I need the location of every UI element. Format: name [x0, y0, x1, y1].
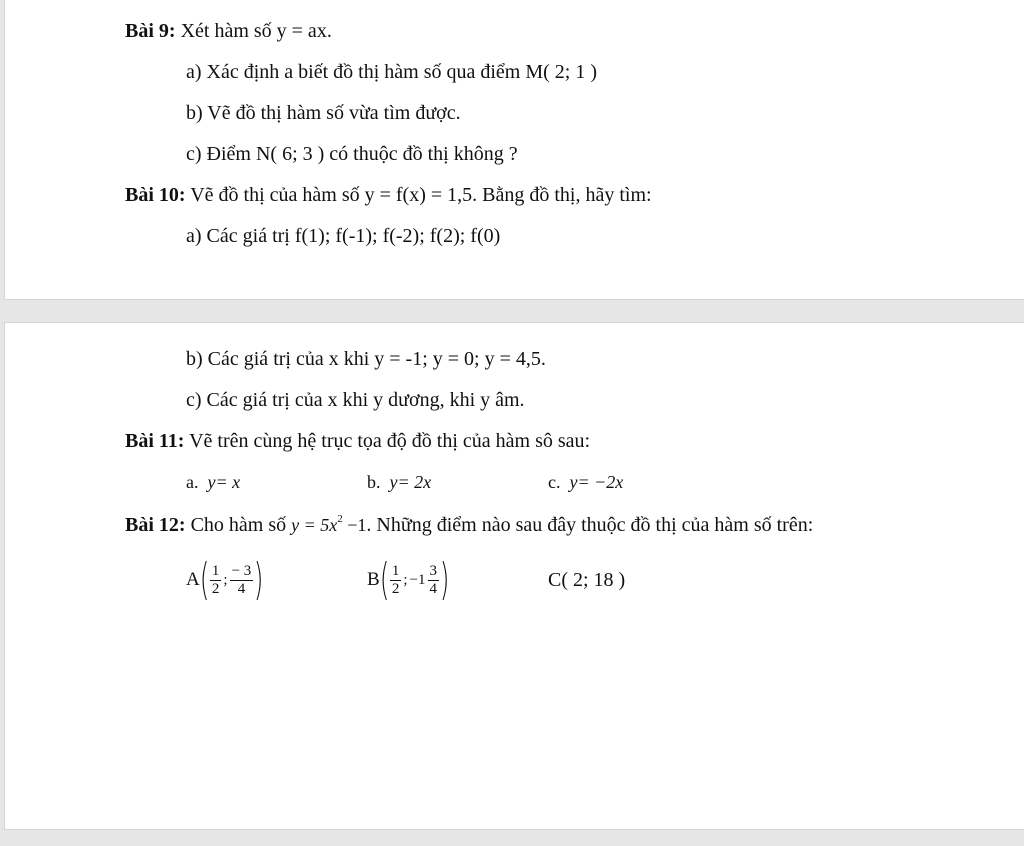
- bai9-heading: [125, 18, 332, 44]
- fraction: [390, 563, 402, 598]
- bai11-text: Vẽ trên cùng hệ trục tọa độ đồ thị của hàm sô sau:: [184, 430, 591, 452]
- bai12-function: [291, 515, 366, 535]
- point-b-name: B: [367, 569, 380, 590]
- numerator: − 3: [231, 562, 252, 579]
- numerator: 3: [429, 562, 437, 579]
- bai10-text: Vẽ đồ thị của hàm số y = f(x) = 1,5. Bằng đồ thị, hãy tìm:: [185, 184, 652, 206]
- item-lhs: y: [569, 472, 578, 492]
- bai11-heading: [125, 428, 590, 454]
- bai9-text: Xét hàm số y = ax.: [175, 20, 332, 42]
- bai9-label: Bài 9:: [125, 20, 176, 42]
- bai10-part-b: b) Các giá trị của x khi y = -1; y = 0; y = 4,5.: [186, 348, 546, 370]
- item-rhs: = −2x: [577, 472, 624, 492]
- bai10-heading: [125, 182, 652, 208]
- bai11-item-c: [548, 469, 623, 495]
- item-lhs: y: [207, 472, 216, 492]
- bai11-item-b: [367, 469, 431, 495]
- left-paren: (: [379, 554, 389, 605]
- bai11-label: Bài 11:: [125, 430, 185, 452]
- denominator: 4: [429, 580, 437, 597]
- numerator: 1: [391, 562, 400, 579]
- bai9-part-c: c) Điểm N( 6; 3 ) có thuộc đồ thị không ?: [186, 143, 518, 165]
- whole-part: −1: [409, 571, 426, 588]
- func-lhs: y: [291, 515, 300, 535]
- item-key: b.: [367, 472, 381, 492]
- fraction: [230, 563, 254, 598]
- right-paren: ): [439, 554, 450, 605]
- point-a-name: A: [186, 569, 200, 590]
- item-rhs: = x: [215, 472, 241, 492]
- item-key: c.: [548, 472, 561, 492]
- document-page-1: [4, 0, 1024, 300]
- point-b: [367, 555, 449, 605]
- func-tail: −1: [342, 515, 367, 535]
- bai12-text-after: . Những điểm nào sau đây thuộc đồ thị của hàm số trên:: [366, 514, 814, 536]
- numerator: 1: [211, 562, 220, 579]
- bai9-part-a: a) Xác định a biết đồ thị hàm số qua điểm M( 2; 1 ): [186, 61, 598, 83]
- denominator: 2: [211, 580, 220, 597]
- bai10-part-a: a) Các giá trị f(1); f(-1); f(-2); f(2); f(0): [186, 225, 501, 247]
- item-lhs: y: [389, 472, 398, 492]
- func-exp: 2: [337, 513, 343, 525]
- separator: ;: [403, 571, 408, 588]
- right-paren: ): [254, 554, 264, 605]
- bai11-item-a: [186, 469, 240, 495]
- bai12-text-before: Cho hàm số: [185, 514, 292, 536]
- bai9-part-b: b) Vẽ đồ thị hàm số vừa tìm được.: [186, 102, 461, 124]
- bai10-label: Bài 10:: [125, 184, 186, 206]
- fraction: [210, 563, 222, 598]
- point-c: C( 2; 18 ): [548, 569, 626, 591]
- denominator: 4: [237, 580, 246, 597]
- fraction: [428, 563, 440, 598]
- document-page-2: [4, 322, 1024, 830]
- bai12-heading: [125, 512, 813, 538]
- bai12-label: Bài 12:: [125, 514, 186, 536]
- item-rhs: = 2x: [397, 472, 432, 492]
- func-mid: = 5x: [299, 515, 338, 535]
- point-a: [186, 555, 263, 605]
- denominator: 2: [391, 580, 400, 597]
- item-key: a.: [186, 472, 199, 492]
- separator: ;: [223, 571, 228, 588]
- left-paren: (: [199, 554, 210, 605]
- bai10-part-c: c) Các giá trị của x khi y dương, khi y âm.: [186, 389, 525, 411]
